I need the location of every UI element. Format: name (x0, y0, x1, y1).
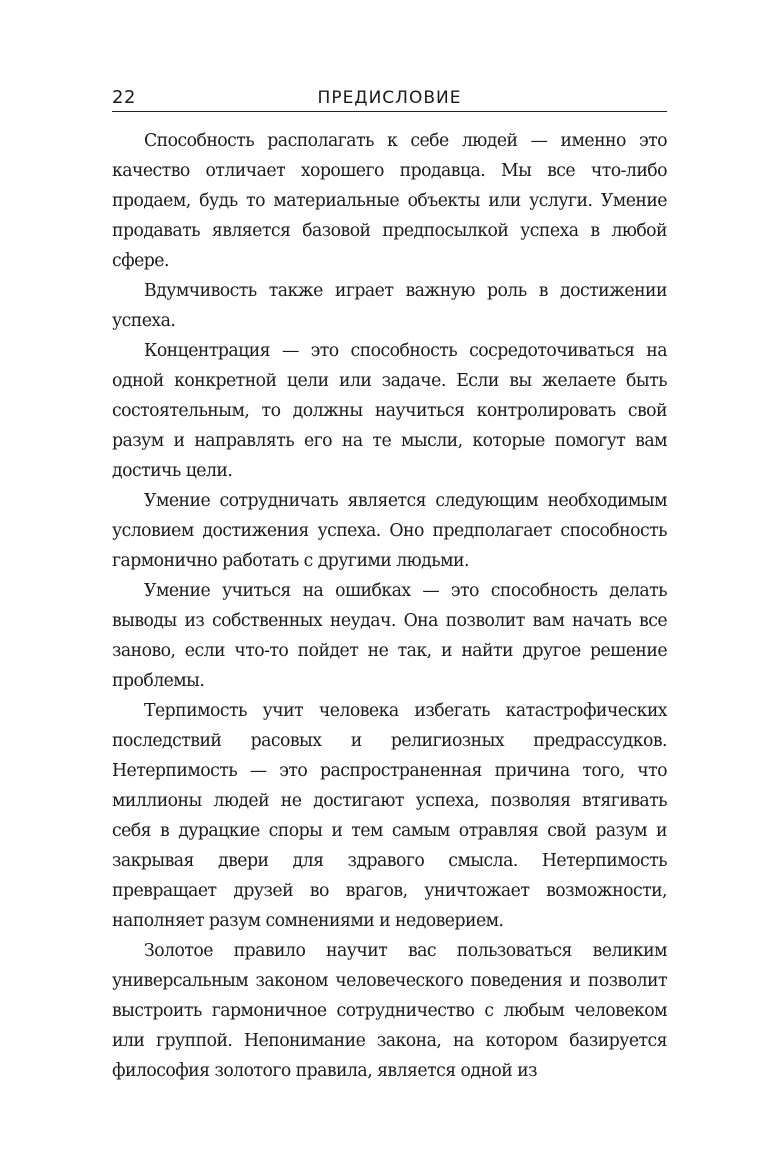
paragraph: Способность располагать к себе людей — именно это качество отличает хорошего продавца. Мы все что-либо продаем, будь то материальные объекты или услуги. Умение продавать является базовой предпосылкой успеха в любой сфере. (112, 131, 667, 271)
paragraph: Концентрация — это способность сосредоточиваться на одной конкретной цели или задаче. Если вы желаете быть состоятельным, то должны научиться контролировать свой разум и направлять его на те мысли, которые помогут вам достичь цели. (112, 341, 667, 481)
paragraph: Золотое правило научит вас пользоваться великим универсальным законом человеческого поведения и позволит выстроить гармоничное сотрудничество с любым человеком или группой. Непонимание закона, на котором базируется философия золотого правила, является одной из (112, 941, 667, 1081)
running-header (112, 87, 667, 112)
paragraph: Умение сотрудничать является следующим необходимым условием достижения успеха. Оно предполагает способность гармонично работать с другими людьми. (112, 491, 667, 571)
paragraph: Терпимость учит человека избегать катастрофических последствий расовых и религиозных предрассудков. Нетерпимость — это распространенная причина того, что миллионы людей не достигают успеха, позволяя втягивать себя в дурацкие споры и тем самым отравляя свой разум и закрывая двери для здравого смысла. Нетерпимость превращает друзей во врагов, уничтожает возможности, наполняет разум сомнениями и недоверием. (112, 701, 667, 931)
page-number: 22 (112, 87, 136, 108)
paragraph: Вдумчивость также играет важную роль в достижении успеха. (112, 281, 667, 331)
section-title: ПРЕДИСЛОВИЕ (317, 88, 462, 108)
body-text (112, 126, 667, 1086)
paragraph: Умение учиться на ошибках — это способность делать выводы из собственных неудач. Она позволит вам начать все заново, если что-то пойдет не так, и найти другое решение проблемы. (112, 581, 667, 691)
